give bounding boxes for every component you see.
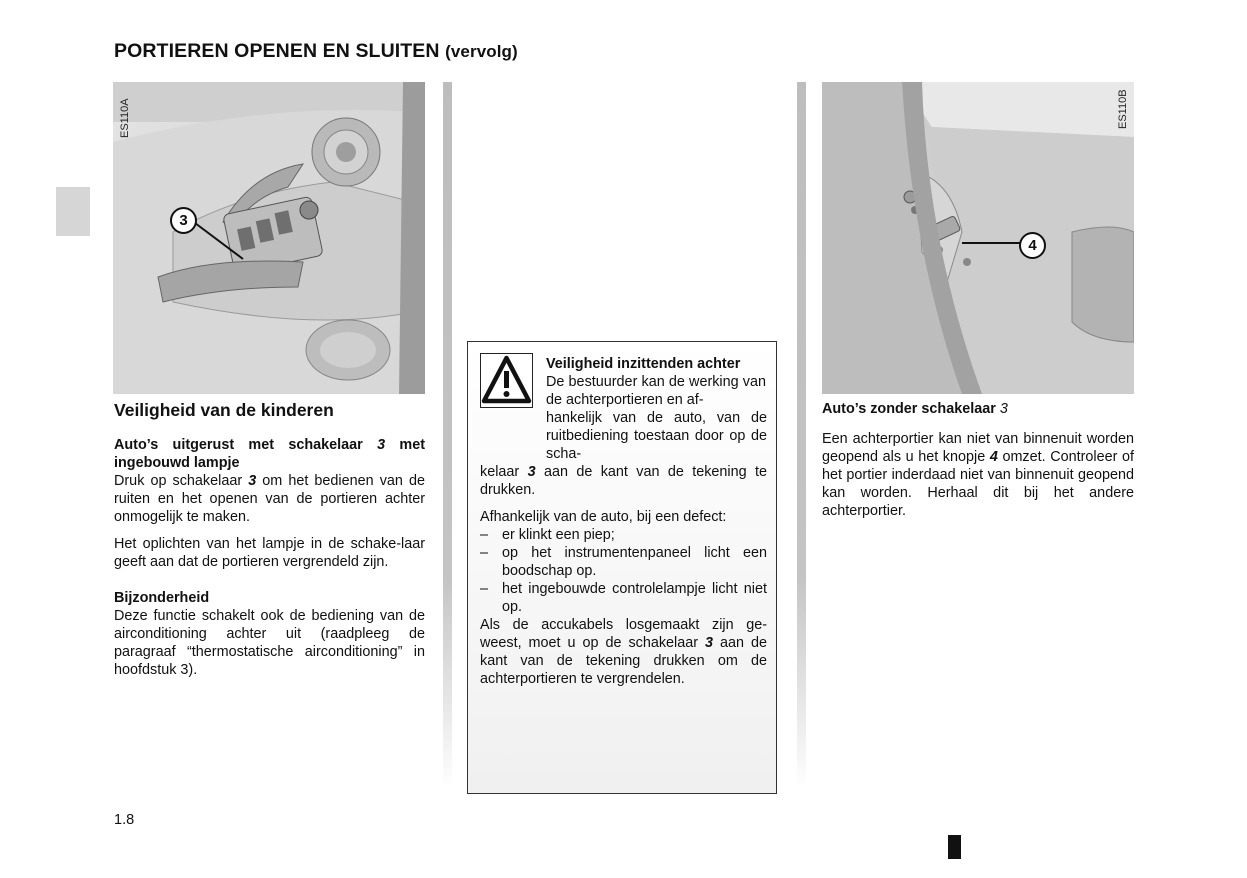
para-number: 3 (248, 473, 257, 489)
warning-text-b: hankelijk van de auto, van de ruitbediening toestaan door op de scha- (546, 410, 767, 462)
door-latch-figure (822, 82, 1134, 394)
defect-item: – op het instrumentenpaneel licht een boodschap op. (480, 545, 767, 579)
warning-text-c: kelaar (480, 464, 528, 480)
defect-item: – er klinkt een piep; (480, 526, 767, 544)
left-column (114, 401, 425, 688)
right-subheading-number: 3 (999, 401, 1008, 417)
paragraph-lamp-on (114, 535, 425, 571)
section-heading-child-safety: Veiligheid van de kinderen (114, 400, 334, 420)
page-title-text: PORTIEREN OPENEN EN SLUITEN (114, 40, 440, 62)
defect-item-text: op het instrumentenpaneel licht een boodschap op. (502, 545, 767, 579)
warning-text-d: aan de kant van de tekening te drukken. (480, 464, 767, 498)
callout-4: 4 (1019, 232, 1046, 259)
defect-intro: Afhankelijk van de auto, bij een defect: (480, 509, 727, 525)
subheading-particularity: Bijzonderheid (114, 590, 210, 606)
warning-box (467, 341, 777, 794)
right-subheading-pre: Auto’s zonder schakelaar (822, 401, 1000, 417)
warning-text-a: De bestuurder kan de werking van de achterportieren en af- (546, 374, 766, 408)
subheading-text-post: met ingebouwd lampje (114, 437, 426, 471)
warning-number: 3 (527, 464, 536, 480)
battery-text-b: weest, moet u op de schakelaar (480, 635, 706, 651)
door-latch-illustration (822, 82, 1134, 394)
print-registration-mark (948, 835, 961, 859)
paragraph-press-switch (114, 472, 425, 526)
subheading-without-switch (822, 400, 1134, 418)
defect-item: – het ingebouwde controlelampje licht niet op. (480, 581, 767, 615)
warning-body (480, 410, 768, 688)
subheading-number: 3 (377, 437, 386, 453)
subheading-switch-with-lamp (114, 436, 425, 472)
paragraph-aircon: Deze functie schakelt ook de bediening van de airconditioning achter uit (raadpleeg de paragraaf “thermostatische airconditioning” in hoofdstuk 3). (114, 608, 425, 678)
right-column (822, 400, 1134, 529)
figure-code-right: ES110B (1117, 89, 1129, 129)
battery-text-a: Als de accukabels losgemaakt zijn ge- (480, 617, 767, 633)
callout-3: 3 (170, 207, 197, 234)
subheading-text-pre: Auto’s uitgerust met schakelaar (114, 437, 378, 453)
chapter-tab-marker (56, 187, 90, 236)
door-panel-illustration (113, 82, 425, 394)
right-text-number: 4 (989, 449, 998, 465)
para-text-pre: Druk op schakelaar (114, 473, 249, 489)
warning-paragraph (480, 409, 767, 499)
right-text-pre: Een achterportier kan niet van binnenuit worden geopend als u het knopje (822, 431, 1134, 465)
lamp-text-a: Het oplichten van het lampje in de schake- (114, 536, 401, 552)
para-text-post: om het bedienen van de ruiten en het openen van de portieren achter onmogelijk te maken. (114, 473, 425, 525)
warning-head (546, 355, 766, 409)
defect-item-text: het ingebouwde controlelampje licht niet op. (502, 581, 767, 615)
page-title-suffix: (vervolg) (445, 42, 518, 61)
defect-item-text: er klinkt een piep; (502, 527, 615, 543)
lamp-text-b: laar geeft aan dat de portieren vergrendeld zijn. (114, 536, 425, 570)
paragraph-child-lock-button (822, 430, 1134, 520)
battery-number: 3 (705, 635, 714, 651)
page-number: 1.8 (114, 812, 135, 828)
battery-paragraph (480, 616, 767, 688)
warning-triangle-icon (480, 353, 533, 408)
column-divider-right (797, 82, 806, 790)
figure-code-left: ES110A (119, 98, 131, 138)
column-divider-left (443, 82, 452, 790)
page-title (114, 40, 518, 63)
right-text-post: omzet. Controleer of het portier inderdaad niet van binnenuit geopend kan worden. Herhaal dit bij het andere achterportier. (822, 449, 1135, 519)
battery-text-c: aan de kant van de tekening drukken om de achterportieren te vergrendelen. (480, 635, 768, 687)
warning-title: Veiligheid inzittenden achter (546, 356, 741, 372)
door-switch-figure (113, 82, 425, 394)
